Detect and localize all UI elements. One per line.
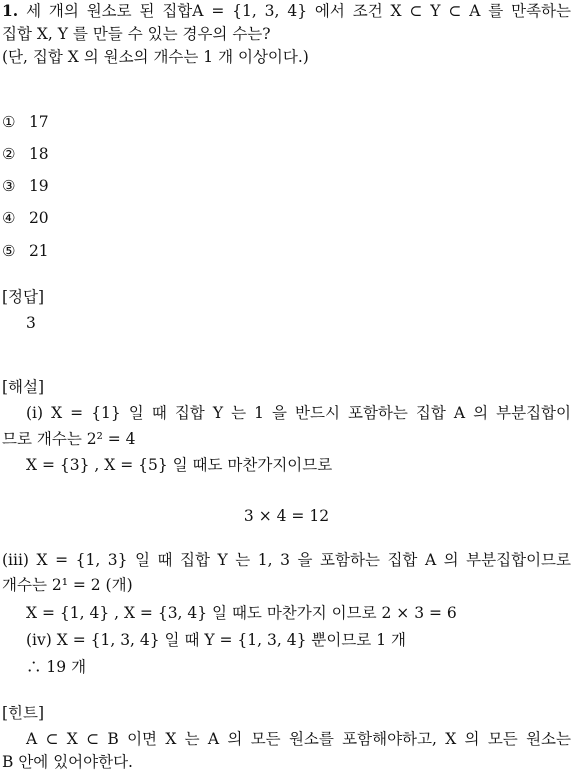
answer-label: [정답] [2, 288, 45, 306]
choice-1 [2, 111, 49, 133]
hint-line-1: A ⊂ X ⊂ B 이면 X 는 A 의 모든 원소를 포함해야하고, X 의 모든 원소는 [26, 730, 571, 748]
choice-3 [2, 175, 49, 197]
hint-label: [힌트] [2, 704, 45, 722]
choice-4-mark: ④ [2, 209, 16, 227]
choice-4 [2, 207, 49, 229]
solution-line-7: (iv) X = {1, 3, 4} 일 때 Y = {1, 3, 4} 뿐이므로 1 개 [26, 631, 406, 649]
solution-line-8: ∴ 19 개 [26, 658, 87, 676]
solution-line-4: (iii) X = {1, 3} 일 때 집합 Y 는 1, 3 을 포함하는 집합 A 의 부분집합이므로 [2, 551, 571, 569]
solution-line-6: X = {1, 4} , X = {3, 4} 일 때도 마찬가지 이므로 2 × 3 = 6 [26, 604, 457, 622]
solution-line-1: (i) X = {1} 일 때 집합 Y 는 1 을 반드시 포함하는 집합 A 의 부분집합이 [26, 404, 571, 422]
problem-line-3: (단, 집합 X 의 원소의 개수는 1 개 이상이다.) [2, 48, 309, 66]
choice-5-mark: ⑤ [2, 242, 16, 260]
solution-equation: 3 × 4 = 12 [243, 507, 330, 525]
solution-label: [해설] [2, 378, 45, 396]
problem-number: 1. [2, 1, 19, 20]
choice-2-mark: ② [2, 145, 16, 163]
choice-1-text: 17 [28, 113, 49, 131]
solution-line-2: 므로 개수는 2² = 4 [2, 430, 136, 448]
problem-line-2: 집합 X, Y 를 만들 수 있는 경우의 수는? [2, 25, 271, 43]
answer-value: 3 [26, 314, 36, 332]
solution-line-5: 개수는 2¹ = 2 (개) [2, 576, 133, 594]
problem-line-1 [2, 0, 571, 22]
problem-text-1: 세 개의 원소로 된 집합A = {1, 3, 4} 에서 조건 X ⊂ Y ⊂ A 를 만족하는 [26, 2, 571, 20]
choice-2-text: 18 [28, 145, 49, 163]
choice-4-text: 20 [28, 209, 49, 227]
choice-5 [2, 240, 49, 262]
choice-3-text: 19 [28, 177, 49, 195]
choice-1-mark: ① [2, 113, 16, 131]
choice-5-text: 21 [28, 242, 49, 260]
solution-line-3: X = {3} , X = {5} 일 때도 마찬가지이므로 [26, 456, 333, 474]
hint-line-2: B 안에 있어야한다. [2, 753, 133, 771]
choice-2 [2, 143, 49, 165]
choice-3-mark: ③ [2, 177, 16, 195]
